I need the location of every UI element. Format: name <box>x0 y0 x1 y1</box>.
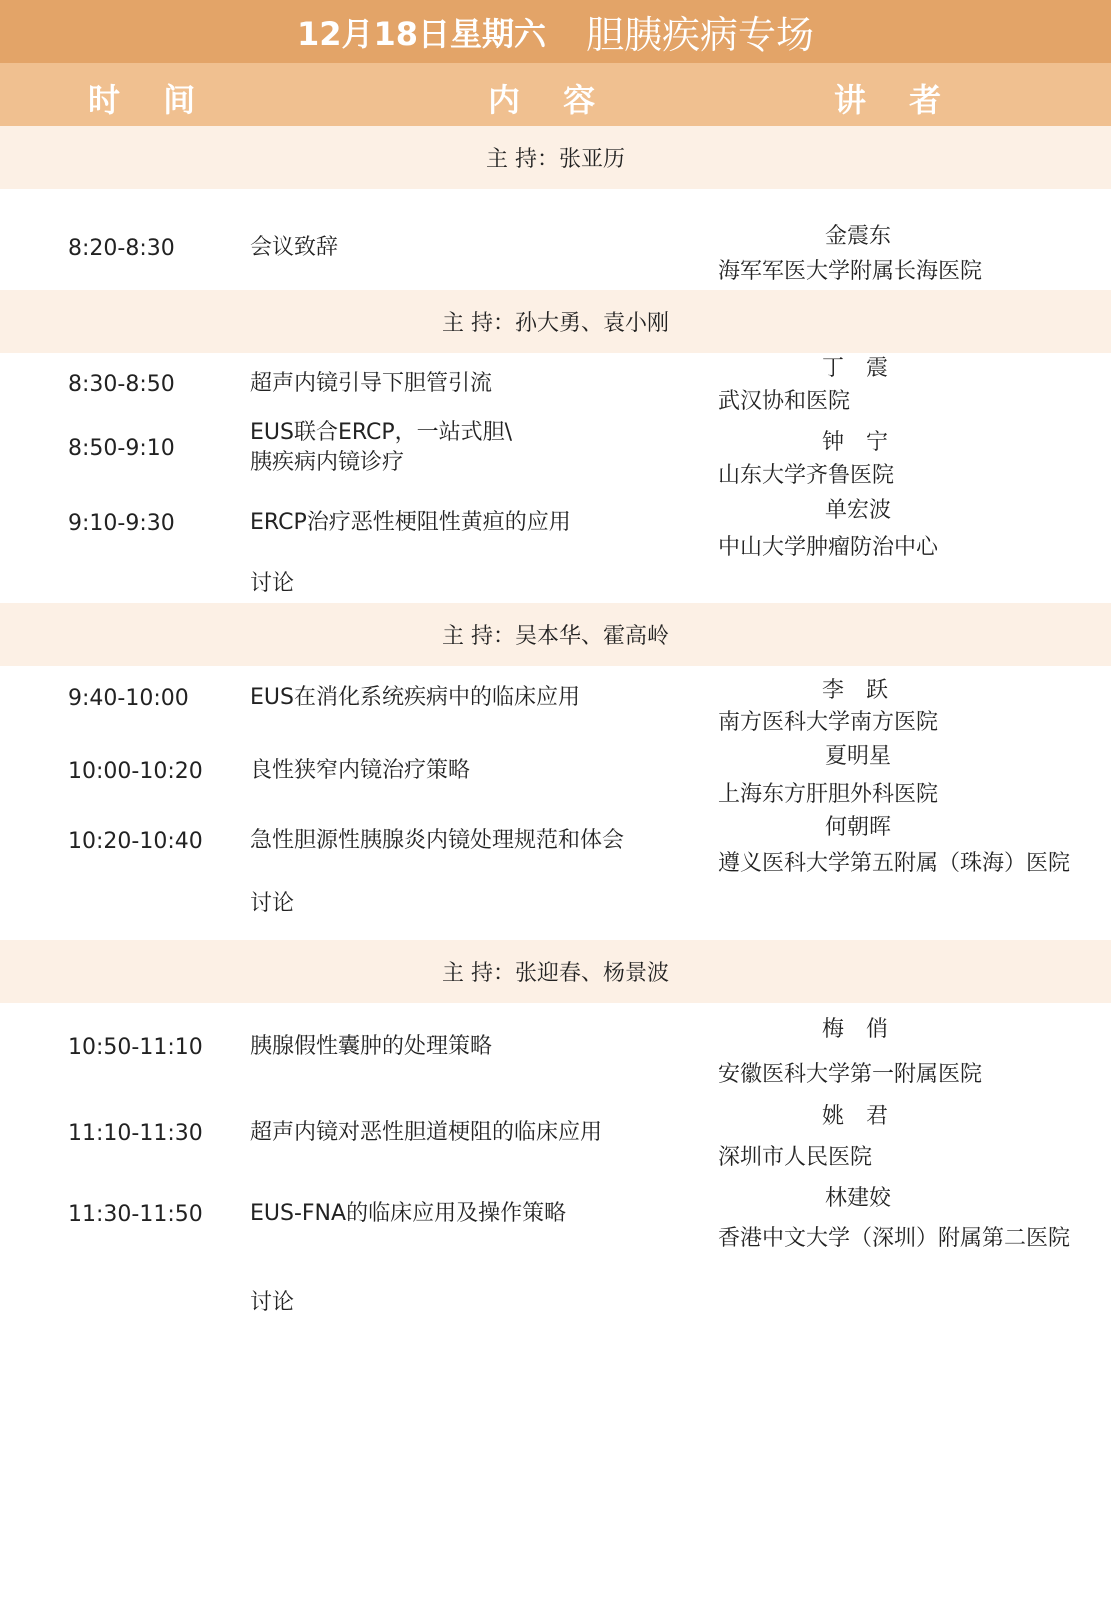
item-content: 胰腺假性囊肿的处理策略 <box>250 1034 493 1059</box>
speaker-name: 丁震 <box>822 356 911 381</box>
item-time: 10:50-11:10 <box>68 1035 203 1060</box>
item-content: EUS联合ERCP，一站式胆\ <box>250 420 513 445</box>
speaker-name: 夏明星 <box>824 744 891 769</box>
speaker-org: 南方医科大学南方医院 <box>718 710 939 735</box>
item-content: 超声内镜对恶性胆道梗阻的临床应用 <box>250 1120 603 1145</box>
item-time: 9:10-9:30 <box>68 511 175 536</box>
column-header-content: 内 容 <box>488 81 612 119</box>
item-content: 急性胆源性胰腺炎内镜处理规范和体会 <box>250 828 625 853</box>
speaker-name: 钟宁 <box>822 430 911 455</box>
item-time: 11:30-11:50 <box>68 1202 203 1227</box>
session-host-band: 主 持：张亚历 <box>0 126 1111 189</box>
item-time: 10:20-10:40 <box>68 829 203 854</box>
session-host-band: 主 持：张迎春、杨景波 <box>0 940 1111 1003</box>
page-title-bar <box>0 0 1111 63</box>
speaker-org: 海军军医大学附属长海医院 <box>718 259 983 284</box>
speaker-name: 李跃 <box>822 678 911 703</box>
item-discussion: 讨论 <box>250 1290 295 1315</box>
item-content: 良性狭窄内镜治疗策略 <box>250 758 471 783</box>
item-time: 8:30-8:50 <box>68 372 175 397</box>
speaker-name: 单宏波 <box>824 498 891 523</box>
title-date: 12月18日星期六 <box>296 14 547 53</box>
speaker-name: 金震东 <box>824 224 891 249</box>
speaker-name: 何朝晖 <box>824 815 891 840</box>
item-time: 8:20-8:30 <box>68 236 175 261</box>
item-content: 超声内镜引导下胆管引流 <box>250 371 493 396</box>
speaker-org: 山东大学齐鲁医院 <box>718 463 895 488</box>
item-content: ERCP治疗恶性梗阻性黄疸的应用 <box>250 510 571 535</box>
item-time: 10:00-10:20 <box>68 759 203 784</box>
speaker-org: 遵义医科大学第五附属（珠海）医院 <box>718 851 1071 876</box>
speaker-org: 上海东方肝胆外科医院 <box>718 782 939 807</box>
speaker-org: 香港中文大学（深圳）附属第二医院 <box>718 1226 1071 1251</box>
column-header-time: 时 间 <box>88 81 212 119</box>
item-content: EUS-FNA的临床应用及操作策略 <box>250 1201 567 1226</box>
speaker-org: 中山大学肿瘤防治中心 <box>718 535 939 560</box>
item-time: 9:40-10:00 <box>68 686 189 711</box>
item-time: 11:10-11:30 <box>68 1121 203 1146</box>
item-discussion: 讨论 <box>250 571 295 596</box>
session-host-band: 主 持：孙大勇、袁小刚 <box>0 290 1111 353</box>
speaker-org: 安徽医科大学第一附属医院 <box>718 1062 983 1087</box>
column-header-row <box>0 63 1111 126</box>
column-header-speaker: 讲 者 <box>834 81 958 119</box>
title-topic: 胆胰疾病专场 <box>586 13 815 57</box>
item-time: 8:50-9:10 <box>68 436 175 461</box>
item-content: EUS在消化系统疾病中的临床应用 <box>250 685 580 710</box>
speaker-name: 梅俏 <box>822 1017 911 1042</box>
item-content-line2: 胰疾病内镜诊疗 <box>250 450 405 475</box>
speaker-org: 深圳市人民医院 <box>718 1145 873 1170</box>
speaker-name: 林建姣 <box>824 1186 891 1211</box>
speaker-org: 武汉协和医院 <box>718 389 851 414</box>
item-content: 会议致辞 <box>250 235 339 260</box>
session-host-band: 主 持：吴本华、霍高岭 <box>0 603 1111 666</box>
item-discussion: 讨论 <box>250 891 295 916</box>
speaker-name: 姚君 <box>822 1104 911 1129</box>
